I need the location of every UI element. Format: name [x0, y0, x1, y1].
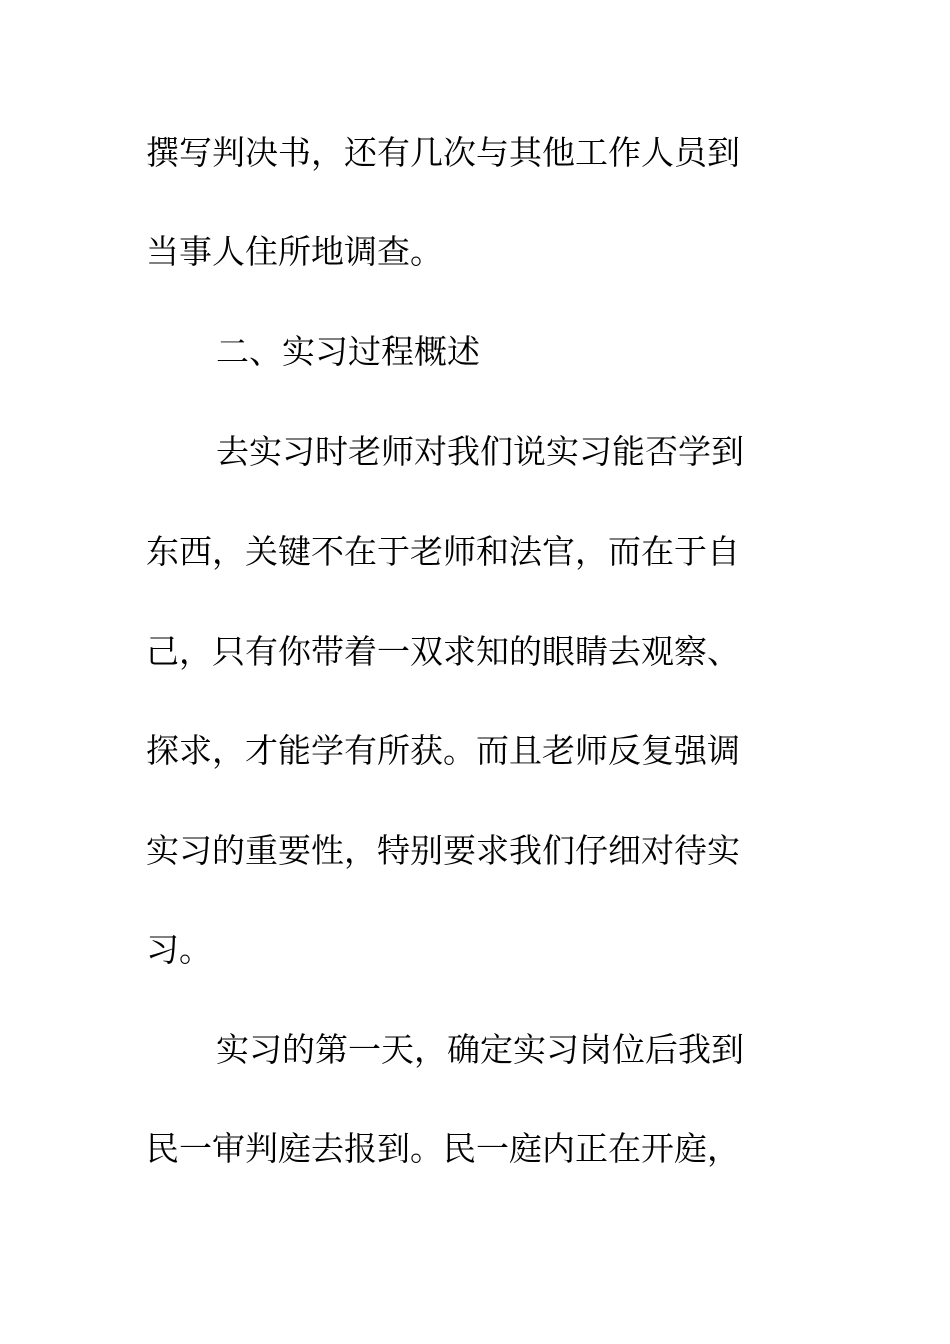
text-line: 东西，关键不在于老师和法官，而在于自 [146, 532, 740, 571]
text-line: 实习的重要性，特别要求我们仔细对待实 [146, 831, 740, 870]
text-line: 探求，才能学有所获。而且老师反复强调 [146, 731, 740, 770]
text-line: 去实习时老师对我们说实习能否学到 [216, 432, 744, 471]
text-line: 习。 [146, 930, 212, 969]
text-line: 当事人住所地调查。 [146, 232, 443, 271]
text-line: 己，只有你带着一双求知的眼睛去观察、 [146, 632, 740, 671]
text-line: 撰写判决书，还有几次与其他工作人员到 [146, 133, 740, 172]
text-line: 民一审判庭去报到。民一庭内正在开庭， [146, 1129, 740, 1168]
text-line: 实习的第一天，确定实习岗位后我到 [216, 1030, 744, 1069]
section-heading: 二、实习过程概述 [216, 332, 480, 371]
